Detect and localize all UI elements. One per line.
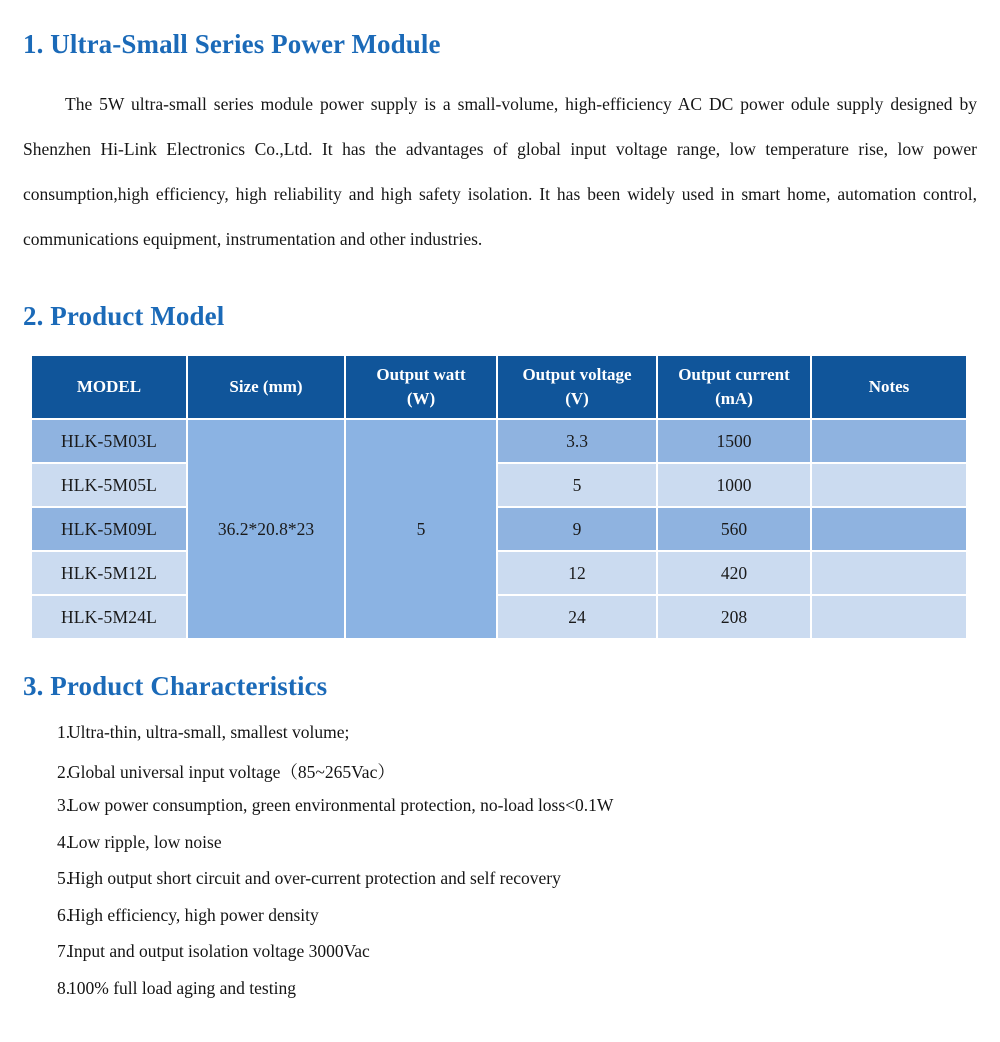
list-item-label: Input and output isolation voltage 3000Vac (68, 941, 370, 962)
column-header-output-current-line2: (mA) (715, 389, 753, 409)
cell-output-voltage: 9 (498, 508, 656, 550)
table-header-row (32, 356, 966, 418)
list-item-label: Low power consumption, green environmental protection, no-load loss<0.1W (68, 795, 614, 816)
list-item-label: Ultra-thin, ultra-small, smallest volume; (68, 722, 350, 743)
column-header-size (188, 356, 344, 418)
table-row (32, 552, 966, 594)
column-header-output-voltage-line1: Output voltage (522, 365, 632, 385)
list-item (23, 941, 977, 978)
list-item-label: Low ripple, low noise (68, 831, 222, 852)
table-body (32, 420, 966, 638)
list-item-number: 2. (57, 761, 71, 782)
section-heading-product-characteristics: 3. Product Characteristics (23, 671, 328, 702)
list-item (23, 795, 977, 832)
page-title: 1. Ultra-Small Series Power Module (23, 29, 441, 59)
list-item-number: 1. (57, 722, 71, 743)
cell-notes (812, 508, 966, 550)
table-header (32, 356, 966, 418)
list-item-number: 4. (57, 831, 71, 852)
column-header-output-watt-line1: Output watt (376, 365, 466, 385)
column-header-output-voltage-line2: (V) (565, 389, 589, 409)
list-item-label: High efficiency, high power density (68, 904, 319, 925)
list-item-label: Global universal input voltage（85~265Vac） (68, 761, 395, 782)
cell-notes (812, 464, 966, 506)
column-header-output-voltage (498, 356, 656, 418)
list-item (23, 722, 977, 759)
intro-paragraph: The 5W ultra-small series module power supply is a small-volume, high-efficiency AC DC power odule supply designed by Shenzhen Hi-Link Electronics Co.,Ltd. It has the advantages of global input voltage range, low temperature rise, low power consumption,high efficiency, high reliability and high safety isolation. It has been widely used in smart home, automation control, communications equipment, instrumentation and other industries. (23, 93, 977, 249)
cell-model: HLK-5M05L (32, 464, 186, 506)
cell-output-voltage: 5 (498, 464, 656, 506)
column-header-output-current-line1: Output current (678, 365, 790, 385)
list-item-label: High output short circuit and over-current protection and self recovery (68, 868, 561, 889)
list-item (23, 905, 977, 942)
cell-model: HLK-5M12L (32, 552, 186, 594)
column-header-output-current (658, 356, 810, 418)
cell-output-voltage: 24 (498, 596, 656, 638)
characteristics-list (23, 722, 977, 1014)
cell-output-voltage: 3.3 (498, 420, 656, 462)
cell-notes (812, 420, 966, 462)
column-header-size-line1: Size (mm) (229, 377, 303, 397)
list-item-number: 6. (57, 904, 71, 925)
column-header-output-watt-line2: (W) (406, 389, 436, 409)
cell-output-current: 560 (658, 508, 810, 550)
table-row (32, 464, 966, 506)
list-item (23, 978, 977, 1015)
cell-notes (812, 552, 966, 594)
list-item (23, 759, 977, 796)
list-item-number: 8. (57, 977, 71, 998)
product-model-table-container (30, 354, 958, 640)
column-header-model-line1: MODEL (76, 377, 142, 397)
list-item-number: 3. (57, 795, 71, 816)
list-item (23, 832, 977, 869)
cell-model: HLK-5M03L (32, 420, 186, 462)
cell-size-merged: 36.2*20.8*23 (188, 420, 344, 638)
section-heading-product-model: 2. Product Model (23, 300, 225, 331)
column-header-model (32, 356, 186, 418)
cell-model: HLK-5M24L (32, 596, 186, 638)
column-header-output-watt (346, 356, 496, 418)
cell-output-voltage: 12 (498, 552, 656, 594)
cell-output-watt-merged: 5 (346, 420, 496, 638)
cell-model: HLK-5M09L (32, 508, 186, 550)
cell-notes (812, 596, 966, 638)
product-model-table (30, 354, 968, 640)
cell-output-current: 208 (658, 596, 810, 638)
list-item (23, 868, 977, 905)
cell-output-current: 1000 (658, 464, 810, 506)
list-item-number: 7. (57, 941, 71, 962)
document-page (0, 30, 1000, 1042)
list-item-label: 100% full load aging and testing (68, 977, 296, 998)
table-row (32, 596, 966, 638)
column-header-notes (812, 356, 966, 418)
cell-output-current: 1500 (658, 420, 810, 462)
table-row (32, 508, 966, 550)
column-header-notes-line1: Notes (868, 377, 910, 397)
list-item-number: 5. (57, 868, 71, 889)
cell-output-current: 420 (658, 552, 810, 594)
table-row (32, 420, 966, 462)
